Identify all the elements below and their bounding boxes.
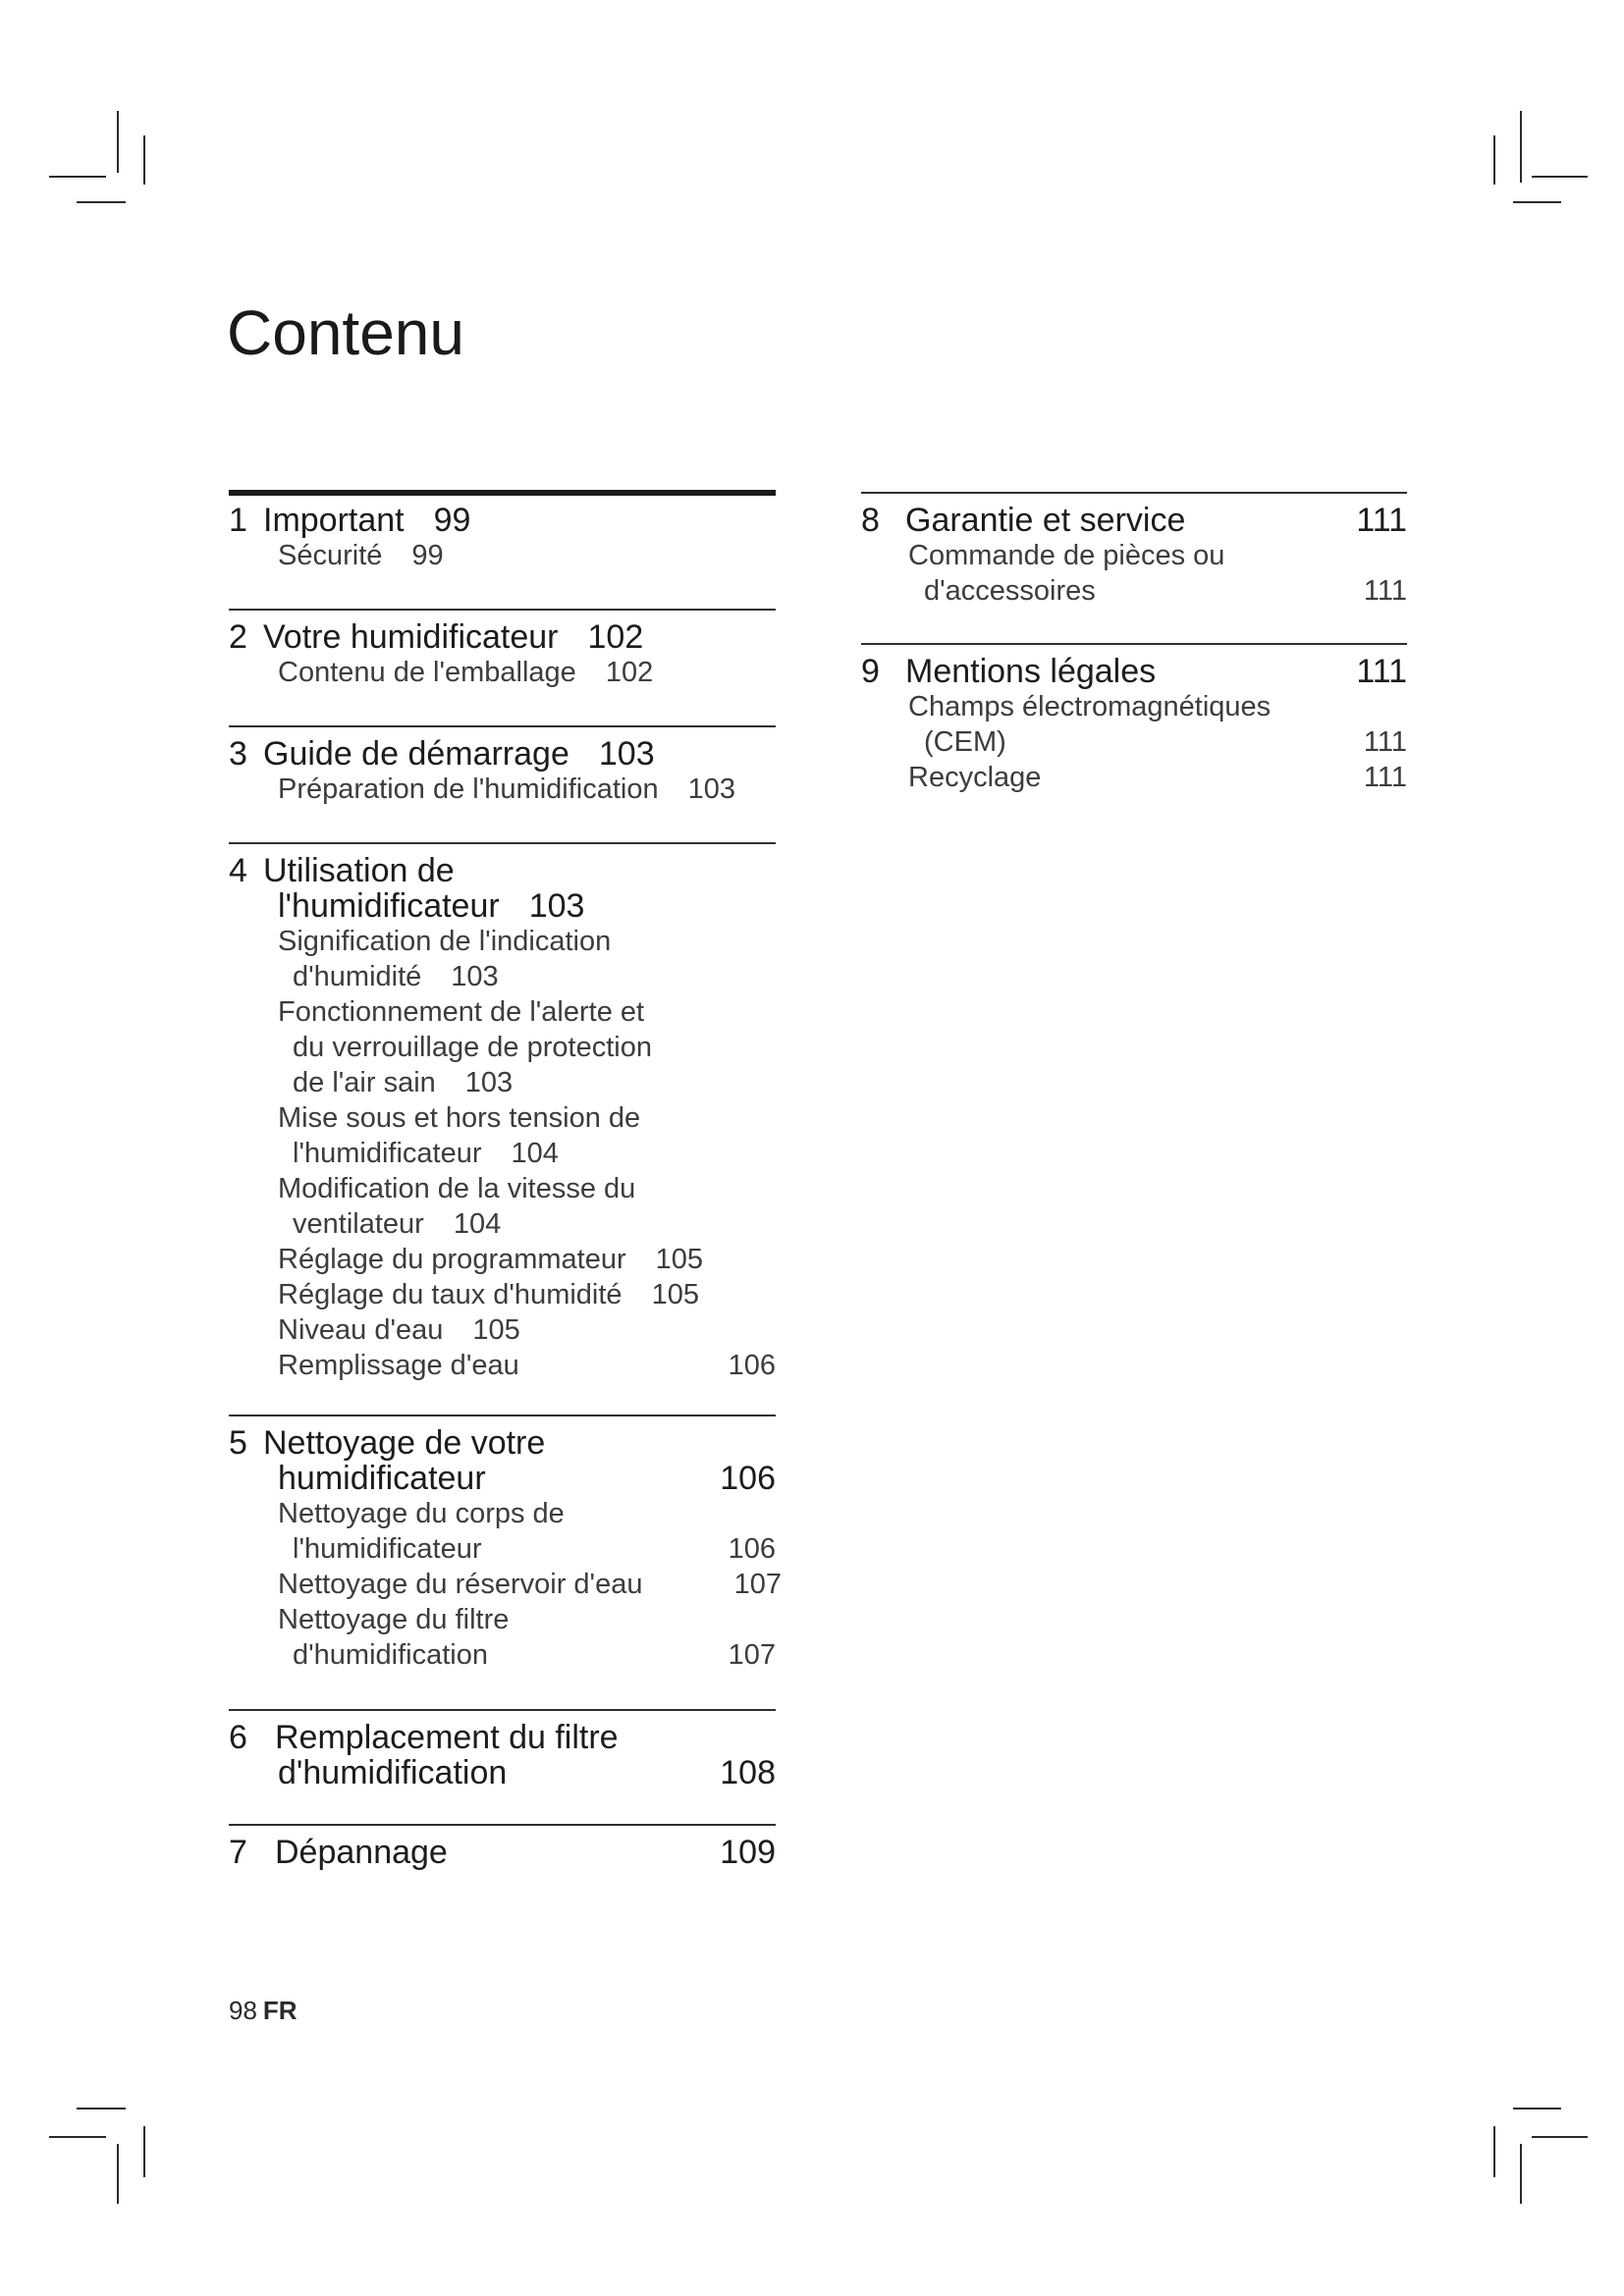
crop-mark	[1513, 2108, 1561, 2109]
crop-mark	[1520, 2144, 1522, 2204]
toc-entry	[229, 994, 776, 1100]
entry-line	[229, 1206, 776, 1242]
section-number: 2	[229, 617, 247, 656]
toc-entry	[229, 1171, 776, 1242]
section-title: Remplacement du filtre	[275, 1718, 619, 1756]
crop-mark	[117, 111, 119, 173]
crop-mark	[117, 2144, 119, 2204]
section-number: 1	[229, 501, 247, 539]
page-number: 106	[728, 1349, 776, 1381]
entry-line	[229, 1065, 776, 1100]
toc-section-2	[229, 609, 776, 690]
crop-mark	[77, 2108, 126, 2109]
page-number: 111	[1363, 574, 1407, 607]
page-number: 105	[651, 1278, 699, 1310]
entry-title: Remplissage d'eau	[278, 1349, 519, 1381]
page-number: 107	[728, 1638, 776, 1671]
entry-title: Sécurité	[278, 539, 383, 571]
entry-title: Nettoyage du filtre	[278, 1603, 510, 1635]
section-heading	[229, 1425, 776, 1461]
entry-title: Commande de pièces ou	[908, 539, 1225, 571]
entry-title: Contenu de l'emballage	[278, 656, 576, 688]
entry-title: Mise sous et hors tension de	[278, 1101, 641, 1134]
entry-title: Réglage du taux d'humidité	[278, 1278, 623, 1310]
entry-title: Champs électromagnétiques	[908, 690, 1272, 722]
section-heading	[861, 503, 1407, 538]
crop-mark	[143, 2126, 145, 2177]
page-number: 109	[720, 1833, 776, 1871]
entry-title: ventilateur	[293, 1207, 424, 1240]
entry-line	[229, 924, 776, 959]
entry-line	[229, 994, 776, 1030]
entry-title: Recyclage	[908, 761, 1042, 793]
entry-line	[229, 1171, 776, 1206]
entry-title: Modification de la vitesse du	[278, 1172, 636, 1204]
page-number: 103	[451, 960, 499, 992]
section-title: Mentions légales	[905, 652, 1157, 690]
toc-entry	[861, 538, 1407, 609]
section-title: humidificateur	[278, 1459, 486, 1497]
entry-line	[861, 689, 1407, 724]
section-title: l'humidificateur	[278, 886, 500, 925]
toc-entry	[229, 772, 776, 807]
entry-line	[861, 538, 1407, 573]
section-number: 3	[229, 734, 247, 773]
crop-mark	[1493, 2126, 1495, 2177]
section-number: 9	[861, 652, 880, 690]
page-title: Contenu	[227, 297, 464, 368]
section-heading	[229, 503, 776, 538]
page-number: 106	[728, 1532, 776, 1565]
crop-mark	[1513, 201, 1561, 203]
section-heading-continuation	[229, 1755, 776, 1790]
entry-title: Signification de l'indication	[278, 925, 612, 957]
toc-entry	[229, 1312, 776, 1348]
page-number: 104	[453, 1207, 502, 1240]
toc-section-9	[861, 643, 1407, 795]
section-heading	[229, 853, 776, 888]
entry-title: l'humidificateur	[293, 1532, 482, 1565]
entry-line	[229, 1136, 776, 1171]
toc-entry	[861, 689, 1407, 760]
entry-title: d'accessoires	[924, 574, 1096, 607]
section-number: 5	[229, 1423, 247, 1462]
section-title: Utilisation de	[263, 851, 455, 889]
section-number: 7	[229, 1833, 247, 1871]
toc-section-3	[229, 725, 776, 807]
section-number: 6	[229, 1718, 247, 1756]
toc-entry	[229, 1602, 776, 1673]
toc-entry	[861, 760, 1407, 795]
toc-entry	[229, 538, 776, 573]
section-heading	[229, 736, 776, 772]
footer-language: FR	[262, 1996, 298, 2025]
entry-line	[229, 1496, 776, 1531]
section-title: d'humidification	[278, 1753, 508, 1791]
crop-mark	[49, 176, 106, 178]
section-heading	[229, 1720, 776, 1755]
section-title: Votre humidificateur	[263, 617, 559, 656]
page-number: 104	[511, 1137, 559, 1169]
entry-title: Nettoyage du réservoir d'eau	[278, 1568, 643, 1600]
section-title: Nettoyage de votre	[263, 1423, 546, 1462]
toc-entry	[229, 1242, 776, 1277]
entry-line	[229, 1602, 776, 1637]
section-heading-continuation	[229, 888, 776, 924]
page-number: 103	[687, 773, 735, 805]
page-number: 111	[1363, 725, 1407, 758]
toc-entry	[229, 1277, 776, 1312]
crop-mark	[1532, 176, 1588, 178]
crop-mark	[143, 135, 145, 185]
toc-entry	[229, 1567, 782, 1602]
entry-line	[229, 1030, 776, 1065]
page-number: 111	[1356, 501, 1407, 539]
section-title: Dépannage	[275, 1833, 448, 1871]
toc-entry	[229, 1100, 776, 1171]
crop-mark	[49, 2136, 106, 2138]
section-title: Guide de démarrage	[263, 734, 569, 773]
page-number: 103	[528, 886, 585, 925]
entry-title: Préparation de l'humidification	[278, 773, 659, 805]
section-heading-continuation	[229, 1461, 776, 1496]
page-number: 111	[1363, 761, 1407, 793]
entry-line	[229, 1531, 776, 1567]
page-number: 102	[587, 617, 644, 656]
entry-title: Niveau d'eau	[278, 1313, 444, 1346]
toc-section-4	[229, 842, 776, 1383]
toc-section-6	[229, 1709, 776, 1790]
toc-entry	[229, 924, 776, 994]
page-number: 108	[720, 1753, 776, 1791]
entry-title: Réglage du programmateur	[278, 1243, 626, 1275]
section-title: Garantie et service	[905, 501, 1186, 539]
footer-page-number: 98	[229, 1996, 257, 2025]
entry-title: d'humidité	[293, 960, 422, 992]
page-number: 106	[720, 1459, 776, 1497]
toc-section-8	[861, 492, 1407, 609]
page-number: 105	[655, 1243, 704, 1275]
page-number: 105	[472, 1313, 520, 1346]
page-number: 99	[411, 539, 444, 571]
toc-section-5	[229, 1415, 782, 1673]
entry-title: l'humidificateur	[293, 1137, 482, 1169]
page-number: 111	[1356, 652, 1407, 690]
toc-section-1	[229, 490, 776, 573]
page-number: 99	[433, 501, 471, 539]
section-heading	[229, 1835, 776, 1870]
entry-line	[861, 724, 1407, 760]
crop-mark	[1532, 2136, 1588, 2138]
entry-title: Nettoyage du corps de	[278, 1497, 565, 1529]
page-number: 107	[733, 1568, 782, 1600]
entry-title: de l'air sain	[293, 1066, 436, 1098]
section-heading	[229, 619, 776, 655]
crop-mark	[77, 201, 126, 203]
entry-line	[229, 1100, 776, 1136]
page-footer	[229, 1993, 298, 2028]
entry-title: du verrouillage de protection	[293, 1031, 652, 1063]
toc-entry	[229, 1348, 776, 1383]
entry-title: Fonctionnement de l'alerte et	[278, 995, 645, 1028]
entry-line	[861, 573, 1407, 609]
crop-mark	[1520, 111, 1522, 183]
entry-title: d'humidification	[293, 1638, 488, 1671]
section-title: Important	[263, 501, 405, 539]
section-heading	[861, 654, 1407, 689]
page-number: 103	[464, 1066, 514, 1098]
toc-entry	[229, 1496, 776, 1567]
section-number: 4	[229, 851, 247, 889]
toc-entry	[229, 655, 776, 690]
section-number: 8	[861, 501, 880, 539]
toc-section-7	[229, 1824, 776, 1870]
entry-line	[229, 1637, 776, 1673]
entry-line	[229, 959, 776, 994]
page-number: 103	[598, 734, 655, 773]
entry-title: (CEM)	[924, 725, 1006, 758]
crop-mark	[1493, 135, 1495, 185]
page-number: 102	[605, 656, 654, 688]
